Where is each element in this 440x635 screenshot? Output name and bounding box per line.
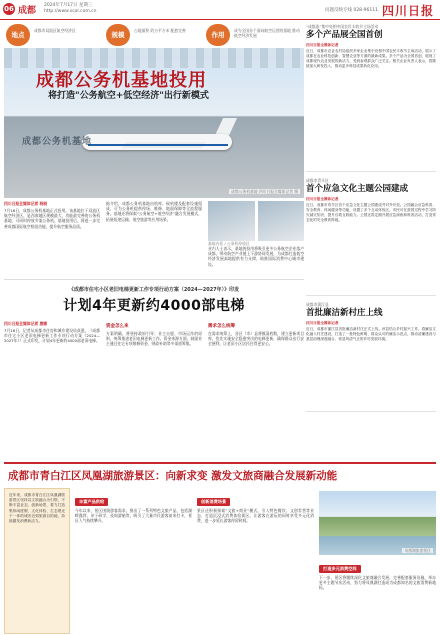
side-story — [306, 178, 436, 296]
feature-body — [4, 201, 304, 271]
side-body: 近日，成都市农业农村局组织多家企业集中亮相中国农民丰收节主场活动，展示了成都在农业科技创新、智慧农业等方面的最新成果。多个产品为全国首创，展现了成都现代农业发展的新活力，受到参观群众广泛关注。相关企业负责人表示，将继续加大研发投入，推动更多科技成果转化应用。 — [306, 49, 436, 68]
story2-byline: 四川日报全媒体记者 唐娜 — [4, 321, 48, 326]
feature-headline: 成都公务机基地投用 — [36, 70, 207, 91]
photo-caption: 成都公务机基地 四川日报全媒体记者 摄 — [231, 189, 298, 194]
elevator-story — [4, 279, 304, 411]
side-headline: 首个应急文化主题公园建成 — [306, 184, 409, 194]
story2-paragraph: 7月16日，记者从成都市住房和城乡建设局获悉，《成都市住宅小区老旧电梯更新工作专项行动方案（2024—2027年）》正式印发，计划4年更新约4000部老旧电梯。 — [4, 328, 100, 344]
tag-location-desc: 成都市双流区航空经济区 — [34, 28, 76, 33]
intro-text: 近年来，成都市青白江区凤凰湖旅游景区坚持以文旅融合为引领，不断丰富业态、创新场景，着力打造集休闲度假、文化体验、生态观光于一体的城市近郊旅游目的地，持续激发消费新活力。 — [9, 493, 65, 524]
side-byline: 四川日报全媒体记者 — [306, 197, 339, 201]
masthead — [0, 0, 440, 20]
lake-photo-caption: 凤凰湖旅游景区 — [404, 548, 431, 553]
story2-headline: 计划4年更新约4000部电梯 — [63, 298, 245, 314]
mini-photo-caption: 基地内景 / 公务机停放区 — [208, 241, 250, 246]
tag-scale: 规模 — [106, 24, 130, 46]
bottom-subhead: 打造多元消费空间 — [319, 565, 361, 573]
feature-subheadline: 将打造"公务航空+低空经济"出行新模式 — [48, 91, 209, 101]
feature-col-3 — [208, 201, 304, 271]
issue-date: 2024年7月17日 星期三 — [44, 3, 93, 8]
hotline: 问题反映专线 028-96111 — [325, 8, 378, 13]
side-column — [306, 24, 436, 418]
newspaper-logo: 四川日报 — [381, 4, 434, 18]
side-story — [306, 24, 436, 172]
jet-stripe — [88, 144, 228, 146]
feature-photo — [4, 48, 304, 198]
bottom-paragraph: 今年以来，景区围绕游客需求，推出了一系列特色文旅产品，包括湖畔露营、亲子研学、夜间游船等，吸引了大量市民游客前来打卡，景区人气持续攀升。 — [75, 508, 192, 524]
tag-location: 地点 — [6, 24, 30, 46]
story2-body — [4, 321, 304, 411]
story2-subhead: 需求怎么统筹 — [208, 324, 235, 329]
hangar-roof — [4, 48, 304, 68]
bottom-subhead: 创新消费场景 — [197, 498, 230, 506]
section-name: 成都 — [18, 6, 37, 16]
feature-byline: 四川日报全媒体记者 杨晓 — [4, 201, 48, 206]
intro-box — [4, 488, 70, 634]
side-body: 近日，成都市青羊区首个应急文化主题公园建成并对外开放。公园融合应急科普、安全教育、休闲健身等功能，设置了多个互动体验区，市民可在游园过程中学习防灾减灾知识，提升自救互救能力。公园还将定期开展应急演练和科普活动，打造常态化的安全教育阵地。 — [306, 203, 436, 222]
bottom-subhead: 丰富产品供给 — [75, 498, 108, 506]
side-byline: 四川日报全媒体记者 — [306, 321, 339, 325]
date-line — [44, 3, 124, 15]
story2-paragraph: 在需求统筹上，各区（市）县将摸清底数，建立更新项目库，优先实施安全隐患突出的电梯更新，确保群众出行安全便利，让老旧小区居民住得更安心。 — [208, 331, 304, 347]
bottom-paragraph: 下一步，景区将继续深化文旅商融合发展，完善配套服务设施，举办更多主题节庆活动，努力将凤凰湖打造成为成都知名的文旅消费新地标。 — [319, 575, 436, 591]
feature-col-1 — [4, 201, 100, 271]
mini-photos — [208, 201, 304, 241]
side-story — [306, 302, 436, 412]
tag-role-desc: 成为全国首个面向航空运营的基地 推动低空经济发展 — [234, 28, 300, 38]
bottom-body — [4, 488, 436, 634]
story2-subhead: 资金怎么来 — [106, 324, 129, 329]
tag-scale-desc: 占地面积 约万平方米 配套完善 — [134, 28, 186, 33]
page-number: 06 — [4, 5, 14, 13]
feature-paragraph: 7月16日，成都公务机基地正式投用。该基地位于双流区航空经济区，是西南地区规模最大、功能最完善的公务机基地，可同时停放多架公务机。基地投用后，将进一步完善成都国际航空枢纽功能，提升航空服务品质。 — [4, 208, 100, 229]
side-byline: 四川日报全媒体记者 — [306, 43, 339, 47]
website-url[interactable]: http://www.scol.com.cn — [44, 9, 97, 14]
side-headline: 多个产品展全国首创 — [306, 30, 383, 40]
main-column — [4, 24, 304, 411]
mini-photo — [208, 201, 255, 241]
feature-paragraph: 据介绍，成都公务机基地由机库、候机楼及配套设施组成，可为公务机提供停场、维修、地面保障等全流程服务。基地还将探索“公务航空+低空经济”融合发展模式，拓展短途运输、低空旅游等应用场景。 — [106, 201, 202, 222]
tag-role: 作用 — [206, 24, 230, 46]
lake-photo — [319, 491, 436, 555]
side-kicker: 成都市青羊区 — [306, 178, 329, 183]
bottom-headline: 成都市青白江区凤凰湖旅游景区：向新求变 激发文旅商融合发展新动能 — [8, 470, 338, 482]
side-body: 近日，成都市蒲江县首批廉洁新村庄正式上线。该县结合乡村振兴工作，将廉洁文化融入村庄建设，打造了一批特色鲜明、群众认可的廉洁示范点，推动清廉建设与基层治理深度融合，营造风清气正的乡村发展环境。 — [306, 327, 436, 341]
photo-sign-text: 成都公务机基地 — [22, 137, 93, 147]
bottom-feature — [4, 462, 436, 632]
side-headline: 首批廉洁新村庄上线 — [306, 308, 383, 318]
feature-col-2 — [106, 201, 202, 271]
feature-tags — [4, 24, 304, 46]
feature-paragraph: 业内人士表示，基地的投用将吸引更多公务航空企业落户成都，带动航空产业链上下游协同发展，为成都打造低空经济发展高地提供有力支撑，助推国际消费中心城市建设。 — [208, 246, 304, 267]
mini-photo — [258, 201, 305, 241]
bottom-paragraph: 景区还积极探索“文旅+商业”模式，引入特色餐饮、文创零售等业态，打造沉浸式消费体验街区，让游客在游玩的同时享受多元化消费，进一步延长游客停留时间。 — [197, 508, 314, 524]
side-kicker: “成都造”集中亮相中国农民丰收节主场活动 — [306, 24, 379, 29]
story2-kicker: 《成都市住宅小区老旧电梯更新工作专项行动方案（2024—2027年）》印发 — [68, 287, 240, 293]
side-kicker: 成都市蒲江县 — [306, 302, 329, 307]
story2-paragraph: 方案明确，将坚持政府引导、业主自愿、市场运作的原则，统筹推进老旧电梯更新工作。资金来源方面，鼓励业主通过住宅专项维修资金、财政补助等多渠道筹集。 — [106, 331, 202, 347]
